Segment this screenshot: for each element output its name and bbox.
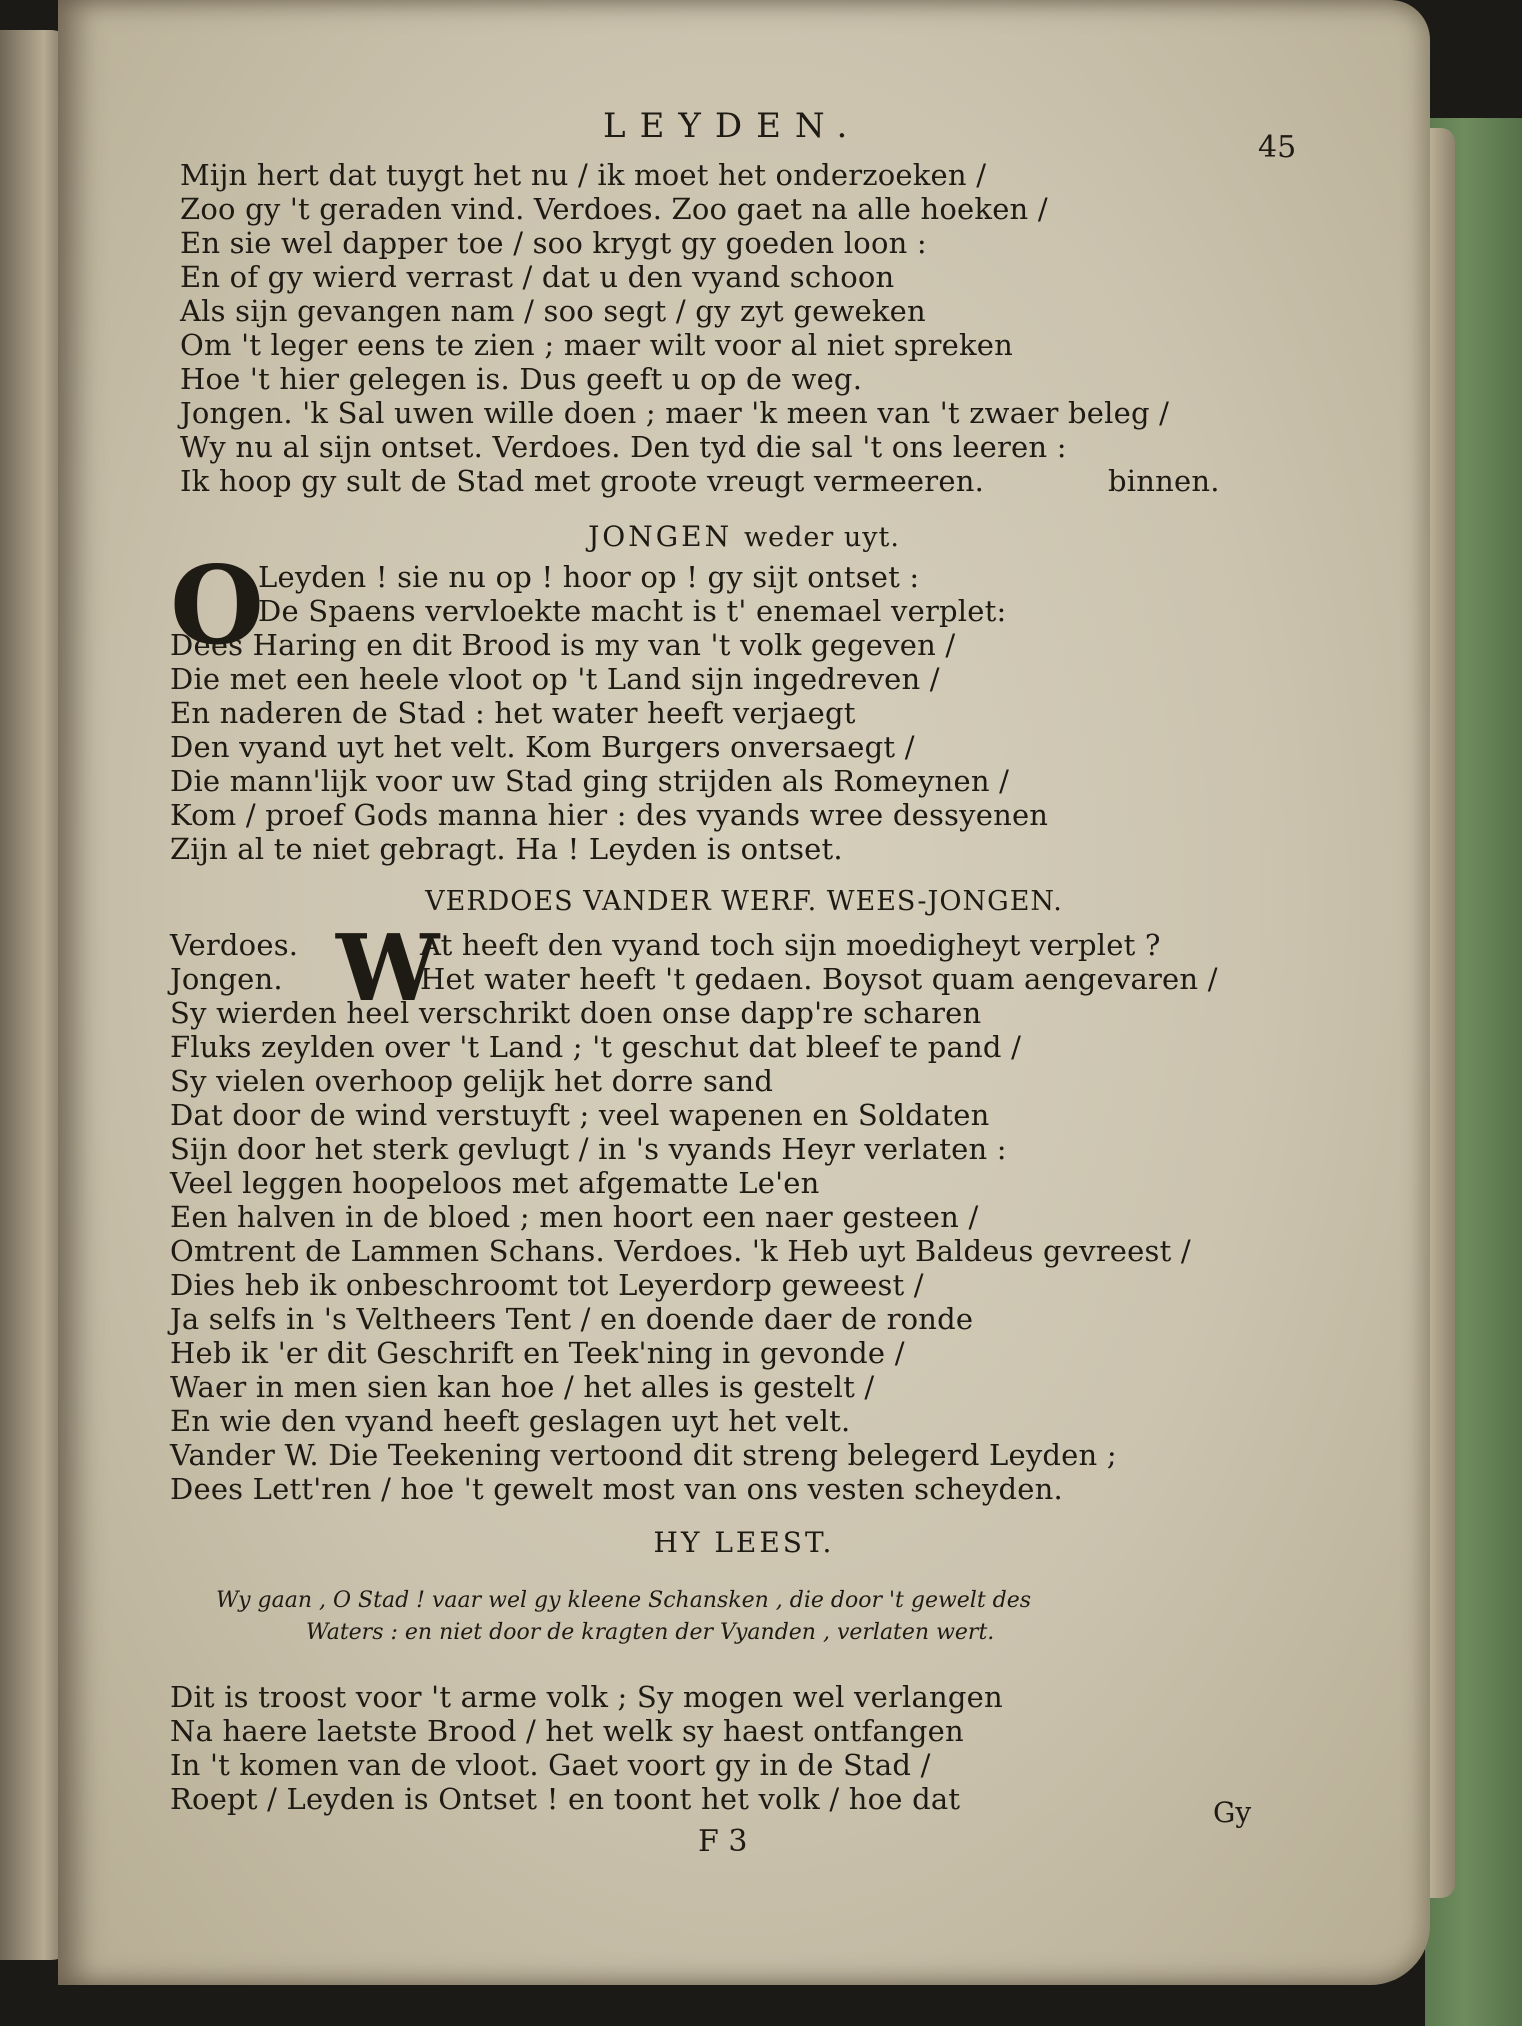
speaker-label: Jongen. bbox=[170, 962, 283, 996]
verse-line: Zoo gy 't geraden vind. Verdoes. Zoo gaet na alle hoeken / bbox=[180, 192, 1048, 226]
heading-text: HY LEEST. bbox=[653, 1526, 835, 1559]
verse-line: Jongen. 'k Sal uwen wille doen ; maer 'k meen van 't zwaer beleg / bbox=[180, 396, 1170, 430]
verse-line: Dit is troost voor 't arme volk ; Sy mogen wel verlangen bbox=[170, 1680, 1003, 1714]
heading-speaker: JONGEN bbox=[588, 520, 733, 553]
verse-line: Fluks zeylden over 't Land ; 't geschut dat bleef te pand / bbox=[170, 1030, 1022, 1064]
verse-line: Den vyand uyt het velt. Kom Burgers onversaegt / bbox=[170, 730, 915, 764]
verse-line: Het water heeft 't gedaen. Boysot quam aengevaren / bbox=[420, 962, 1218, 996]
verse-line: Wy nu al sijn ontset. Verdoes. Den tyd die sal 't ons leeren : bbox=[180, 430, 1067, 464]
italic-note-line: Wy gaan , O Stad ! vaar wel gy kleene Schansken , die door 't gewelt des bbox=[216, 1588, 1032, 1613]
verse-line: Leyden ! sie nu op ! hoor op ! gy sijt ontset : bbox=[258, 560, 920, 594]
italic-note-line: Waters : en niet door de kragten der Vyanden , verlaten wert. bbox=[306, 1620, 995, 1645]
verse-line: Na haere laetste Brood / het welk sy haest ontfangen bbox=[170, 1714, 964, 1748]
page-number: 45 bbox=[1258, 130, 1297, 165]
verse-line: Mijn hert dat tuygt het nu / ik moet het onderzoeken / bbox=[180, 158, 987, 192]
verse-line: In 't komen van de vloot. Gaet voort gy in de Stad / bbox=[170, 1748, 931, 1782]
stage-direction: binnen. bbox=[1108, 464, 1220, 498]
verse-line: Die mann'lijk voor uw Stad ging strijden als Romeynen / bbox=[170, 764, 1010, 798]
verse-line: Vander W. Die Teekening vertoond dit streng belegerd Leyden ; bbox=[170, 1438, 1117, 1472]
verse-line: Hoe 't hier gelegen is. Dus geeft u op de weg. bbox=[180, 362, 863, 396]
book-page bbox=[58, 0, 1430, 1985]
verse-line: At heeft den vyand toch sijn moedigheyt verplet ? bbox=[420, 928, 1161, 962]
verse-line: Dees Haring en dit Brood is my van 't volk gegeven / bbox=[170, 628, 956, 662]
speaker-label: Verdoes. bbox=[170, 928, 299, 962]
heading-suffix: weder uyt. bbox=[743, 522, 900, 553]
verse-line: Om 't leger eens te zien ; maer wilt voor al niet spreken bbox=[180, 328, 1014, 362]
verse-line: Als sijn gevangen nam / soo segt / gy zyt geweken bbox=[180, 294, 926, 328]
drop-cap: O bbox=[170, 543, 265, 669]
verse-line: Ik hoop gy sult de Stad met groote vreugt vermeeren. bbox=[180, 464, 985, 498]
catchword: Gy bbox=[1213, 1796, 1252, 1829]
verse-line: Waer in men sien kan hoe / het alles is gestelt / bbox=[170, 1370, 875, 1404]
verse-line: Een halven in de bloed ; men hoort een naer gesteen / bbox=[170, 1200, 979, 1234]
verse-line: Sy vielen overhoop gelijk het dorre sand bbox=[170, 1064, 774, 1098]
verse-line: En sie wel dapper toe / soo krygt gy goeden loon : bbox=[180, 226, 927, 260]
verse-line: Omtrent de Lammen Schans. Verdoes. 'k Heb uyt Baldeus gevreest / bbox=[170, 1234, 1191, 1268]
verse-line: Kom / proef Gods manna hier : des vyands wree dessyenen bbox=[170, 798, 1049, 832]
verse-line: Ja selfs in 's Veltheers Tent / en doende daer de ronde bbox=[170, 1302, 974, 1336]
running-head: LEYDEN. bbox=[603, 106, 862, 146]
verse-line: Heb ik 'er dit Geschrift en Teek'ning in gevonde / bbox=[170, 1336, 905, 1370]
drop-cap: W bbox=[336, 914, 440, 1022]
verse-line: En naderen de Stad : het water heeft verjaegt bbox=[170, 696, 856, 730]
verse-line: Veel leggen hoopeloos met afgematte Le'en bbox=[170, 1166, 820, 1200]
verse-line: Dies heb ik onbeschroomt tot Leyerdorp geweest / bbox=[170, 1268, 924, 1302]
verse-line: Dees Lett'ren / hoe 't gewelt most van ons vesten scheyden. bbox=[170, 1472, 1063, 1506]
printer-signature: F 3 bbox=[698, 1824, 748, 1859]
heading-text: VERDOES VANDER WERF. WEES-JONGEN. bbox=[425, 886, 1063, 917]
verse-line: En of gy wierd verrast / dat u den vyand schoon bbox=[180, 260, 895, 294]
verse-line: Dat door de wind verstuyft ; veel wapenen en Soldaten bbox=[170, 1098, 990, 1132]
section-heading bbox=[58, 1526, 1430, 1559]
verse-line: Zijn al te niet gebragt. Ha ! Leyden is ontset. bbox=[170, 832, 843, 866]
verse-line: Die met een heele vloot op 't Land sijn ingedreven / bbox=[170, 662, 940, 696]
section-heading bbox=[58, 884, 1430, 917]
verse-line: Sijn door het sterk gevlugt / in 's vyands Heyr verlaten : bbox=[170, 1132, 1007, 1166]
verse-line: Sy wierden heel verschrikt doen onse dapp're scharen bbox=[170, 996, 982, 1030]
verse-line: Roept / Leyden is Ontset ! en toont het volk / hoe dat bbox=[170, 1782, 961, 1816]
verse-line: De Spaens vervloekte macht is t' enemael verplet: bbox=[258, 594, 1007, 628]
verse-line: En wie den vyand heeft geslagen uyt het velt. bbox=[170, 1404, 851, 1438]
